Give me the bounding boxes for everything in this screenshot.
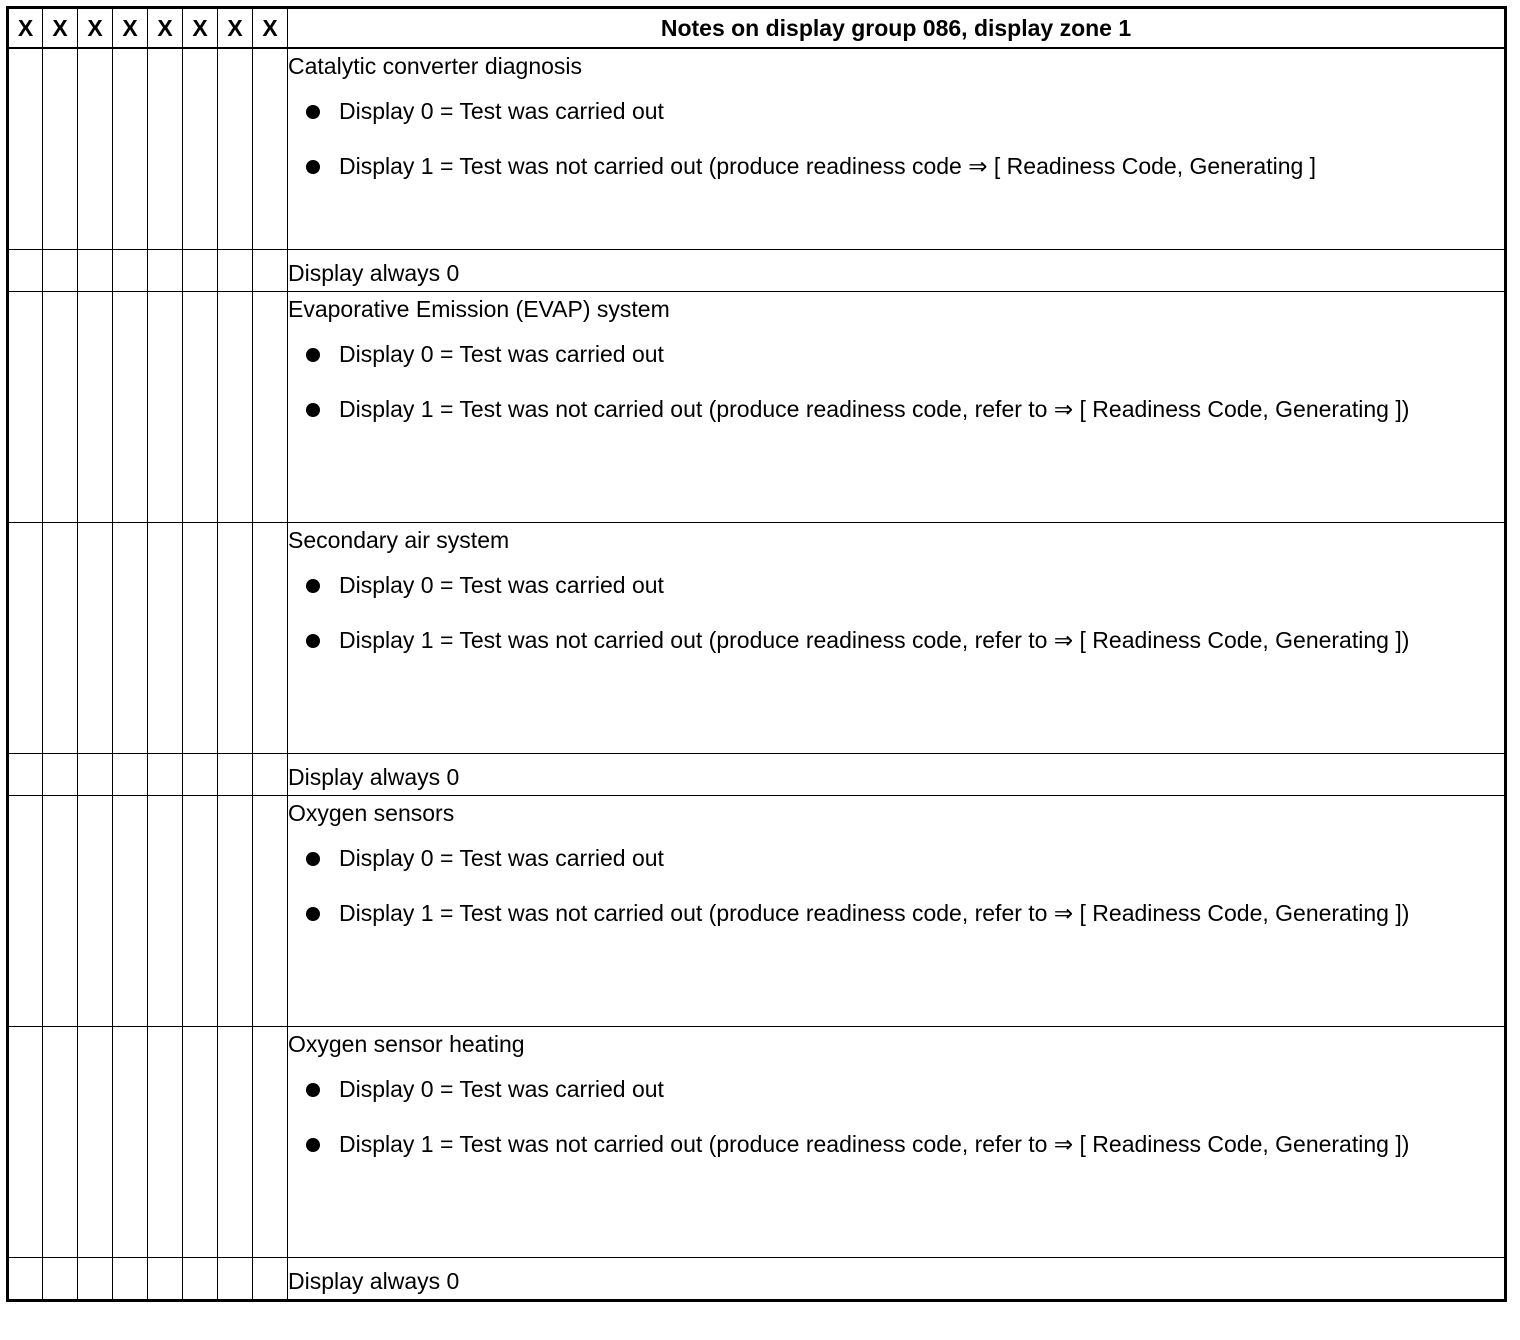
x-cell bbox=[253, 250, 288, 292]
x-cell bbox=[218, 754, 253, 796]
bullet-text: Display 1 = Test was not carried out (produce readiness code, refer to ⇒ [ Readiness Code, Generating ]) bbox=[339, 396, 1410, 422]
x-cell bbox=[113, 1027, 148, 1258]
note-cell bbox=[288, 523, 1506, 754]
note-cell bbox=[288, 250, 1506, 292]
x-cell bbox=[78, 523, 113, 754]
x-cell bbox=[148, 250, 183, 292]
x-cell bbox=[78, 250, 113, 292]
x-cell bbox=[253, 523, 288, 754]
table-row bbox=[8, 1027, 1506, 1258]
bullet-dot-icon bbox=[306, 160, 320, 174]
bullet-dot-icon bbox=[306, 852, 320, 866]
x-cell bbox=[8, 754, 43, 796]
x-header-2: X bbox=[43, 8, 78, 49]
list-item bbox=[288, 570, 1504, 601]
bullet-dot-icon bbox=[306, 634, 320, 648]
bullet-text: Display 1 = Test was not carried out (produce readiness code, refer to ⇒ [ Readiness Code, Generating ]) bbox=[339, 1131, 1410, 1157]
x-cell bbox=[148, 1258, 183, 1301]
x-cell bbox=[8, 1258, 43, 1301]
x-cell bbox=[218, 48, 253, 250]
x-cell bbox=[43, 523, 78, 754]
x-cell bbox=[183, 292, 218, 523]
display-group-table bbox=[6, 6, 1507, 1302]
x-cell bbox=[78, 796, 113, 1027]
x-cell bbox=[8, 48, 43, 250]
note-cell bbox=[288, 1027, 1506, 1258]
x-cell bbox=[148, 523, 183, 754]
x-cell bbox=[218, 250, 253, 292]
x-header-7: X bbox=[218, 8, 253, 49]
list-item bbox=[288, 843, 1504, 874]
note-cell bbox=[288, 796, 1506, 1027]
bullet-text: Display 0 = Test was carried out bbox=[339, 572, 664, 598]
x-cell bbox=[43, 796, 78, 1027]
note-title: Secondary air system bbox=[288, 527, 510, 553]
list-item bbox=[288, 96, 1504, 127]
x-cell bbox=[78, 292, 113, 523]
bullet-text: Display 0 = Test was carried out bbox=[339, 845, 664, 871]
bullet-text: Display 1 = Test was not carried out (produce readiness code, refer to ⇒ [ Readiness Code, Generating ]) bbox=[339, 900, 1410, 926]
bullet-list bbox=[288, 843, 1504, 929]
note-title: Oxygen sensor heating bbox=[288, 1031, 525, 1057]
x-cell bbox=[218, 1027, 253, 1258]
list-item bbox=[288, 1129, 1504, 1160]
x-cell bbox=[148, 292, 183, 523]
x-header-3: X bbox=[78, 8, 113, 49]
list-item bbox=[288, 625, 1504, 656]
x-header-1: X bbox=[8, 8, 43, 49]
x-cell bbox=[43, 754, 78, 796]
bullet-text: Display 0 = Test was carried out bbox=[339, 341, 664, 367]
table-row bbox=[8, 250, 1506, 292]
note-cell bbox=[288, 1258, 1506, 1301]
x-cell bbox=[253, 796, 288, 1027]
x-cell bbox=[183, 754, 218, 796]
note-title: Display always 0 bbox=[288, 260, 460, 286]
x-cell bbox=[113, 796, 148, 1027]
x-cell bbox=[113, 1258, 148, 1301]
note-title: Display always 0 bbox=[288, 764, 460, 790]
x-cell bbox=[148, 796, 183, 1027]
x-cell bbox=[78, 48, 113, 250]
note-cell bbox=[288, 48, 1506, 250]
bullet-dot-icon bbox=[306, 105, 320, 119]
x-cell bbox=[148, 1027, 183, 1258]
note-title: Catalytic converter diagnosis bbox=[288, 53, 583, 79]
bullet-dot-icon bbox=[306, 579, 320, 593]
bullet-dot-icon bbox=[306, 403, 320, 417]
x-cell bbox=[218, 796, 253, 1027]
x-cell bbox=[183, 796, 218, 1027]
bullet-text: Display 0 = Test was carried out bbox=[339, 1076, 664, 1102]
x-cell bbox=[148, 754, 183, 796]
x-cell bbox=[218, 523, 253, 754]
x-cell bbox=[8, 796, 43, 1027]
table-row bbox=[8, 292, 1506, 523]
x-cell bbox=[113, 48, 148, 250]
x-cell bbox=[43, 1258, 78, 1301]
notes-header-title: Notes on display group 086, display zone 1 bbox=[288, 8, 1506, 49]
x-cell bbox=[113, 754, 148, 796]
x-cell bbox=[8, 292, 43, 523]
x-cell bbox=[253, 48, 288, 250]
bullet-list bbox=[288, 570, 1504, 656]
x-header-8: X bbox=[253, 8, 288, 49]
table-row bbox=[8, 796, 1506, 1027]
x-cell bbox=[183, 48, 218, 250]
bullet-dot-icon bbox=[306, 348, 320, 362]
x-cell bbox=[43, 292, 78, 523]
x-cell bbox=[113, 292, 148, 523]
x-cell bbox=[43, 250, 78, 292]
x-cell bbox=[78, 1027, 113, 1258]
bullet-dot-icon bbox=[306, 907, 320, 921]
bullet-dot-icon bbox=[306, 1138, 320, 1152]
bullet-text: Display 1 = Test was not carried out (produce readiness code ⇒ [ Readiness Code, Generating ] bbox=[339, 153, 1317, 179]
list-item bbox=[288, 394, 1504, 425]
list-item bbox=[288, 898, 1504, 929]
table-row bbox=[8, 1258, 1506, 1301]
table-row bbox=[8, 523, 1506, 754]
x-header-4: X bbox=[113, 8, 148, 49]
x-cell bbox=[253, 292, 288, 523]
table-row bbox=[8, 48, 1506, 250]
x-cell bbox=[78, 1258, 113, 1301]
x-cell bbox=[183, 523, 218, 754]
x-header-6: X bbox=[183, 8, 218, 49]
x-cell bbox=[113, 250, 148, 292]
note-cell bbox=[288, 754, 1506, 796]
table-row bbox=[8, 754, 1506, 796]
bullet-list bbox=[288, 1074, 1504, 1160]
x-cell bbox=[253, 754, 288, 796]
x-cell bbox=[43, 48, 78, 250]
x-cell bbox=[8, 523, 43, 754]
x-cell bbox=[113, 523, 148, 754]
bullet-list bbox=[288, 96, 1504, 182]
x-cell bbox=[8, 1027, 43, 1258]
bullet-text: Display 0 = Test was carried out bbox=[339, 98, 664, 124]
bullet-dot-icon bbox=[306, 1083, 320, 1097]
note-title: Display always 0 bbox=[288, 1268, 460, 1294]
note-title: Oxygen sensors bbox=[288, 800, 455, 826]
x-cell bbox=[8, 250, 43, 292]
list-item bbox=[288, 1074, 1504, 1105]
list-item bbox=[288, 151, 1504, 182]
x-cell bbox=[183, 1027, 218, 1258]
bullet-text: Display 1 = Test was not carried out (produce readiness code, refer to ⇒ [ Readiness Code, Generating ]) bbox=[339, 627, 1410, 653]
table-header-row bbox=[8, 8, 1506, 49]
x-cell bbox=[218, 292, 253, 523]
x-cell bbox=[183, 250, 218, 292]
x-cell bbox=[218, 1258, 253, 1301]
list-item bbox=[288, 339, 1504, 370]
x-cell bbox=[253, 1258, 288, 1301]
bullet-list bbox=[288, 339, 1504, 425]
note-title: Evaporative Emission (EVAP) system bbox=[288, 296, 670, 322]
x-cell bbox=[148, 48, 183, 250]
x-cell bbox=[183, 1258, 218, 1301]
note-cell bbox=[288, 292, 1506, 523]
x-cell bbox=[78, 754, 113, 796]
x-cell bbox=[253, 1027, 288, 1258]
x-header-5: X bbox=[148, 8, 183, 49]
x-cell bbox=[43, 1027, 78, 1258]
